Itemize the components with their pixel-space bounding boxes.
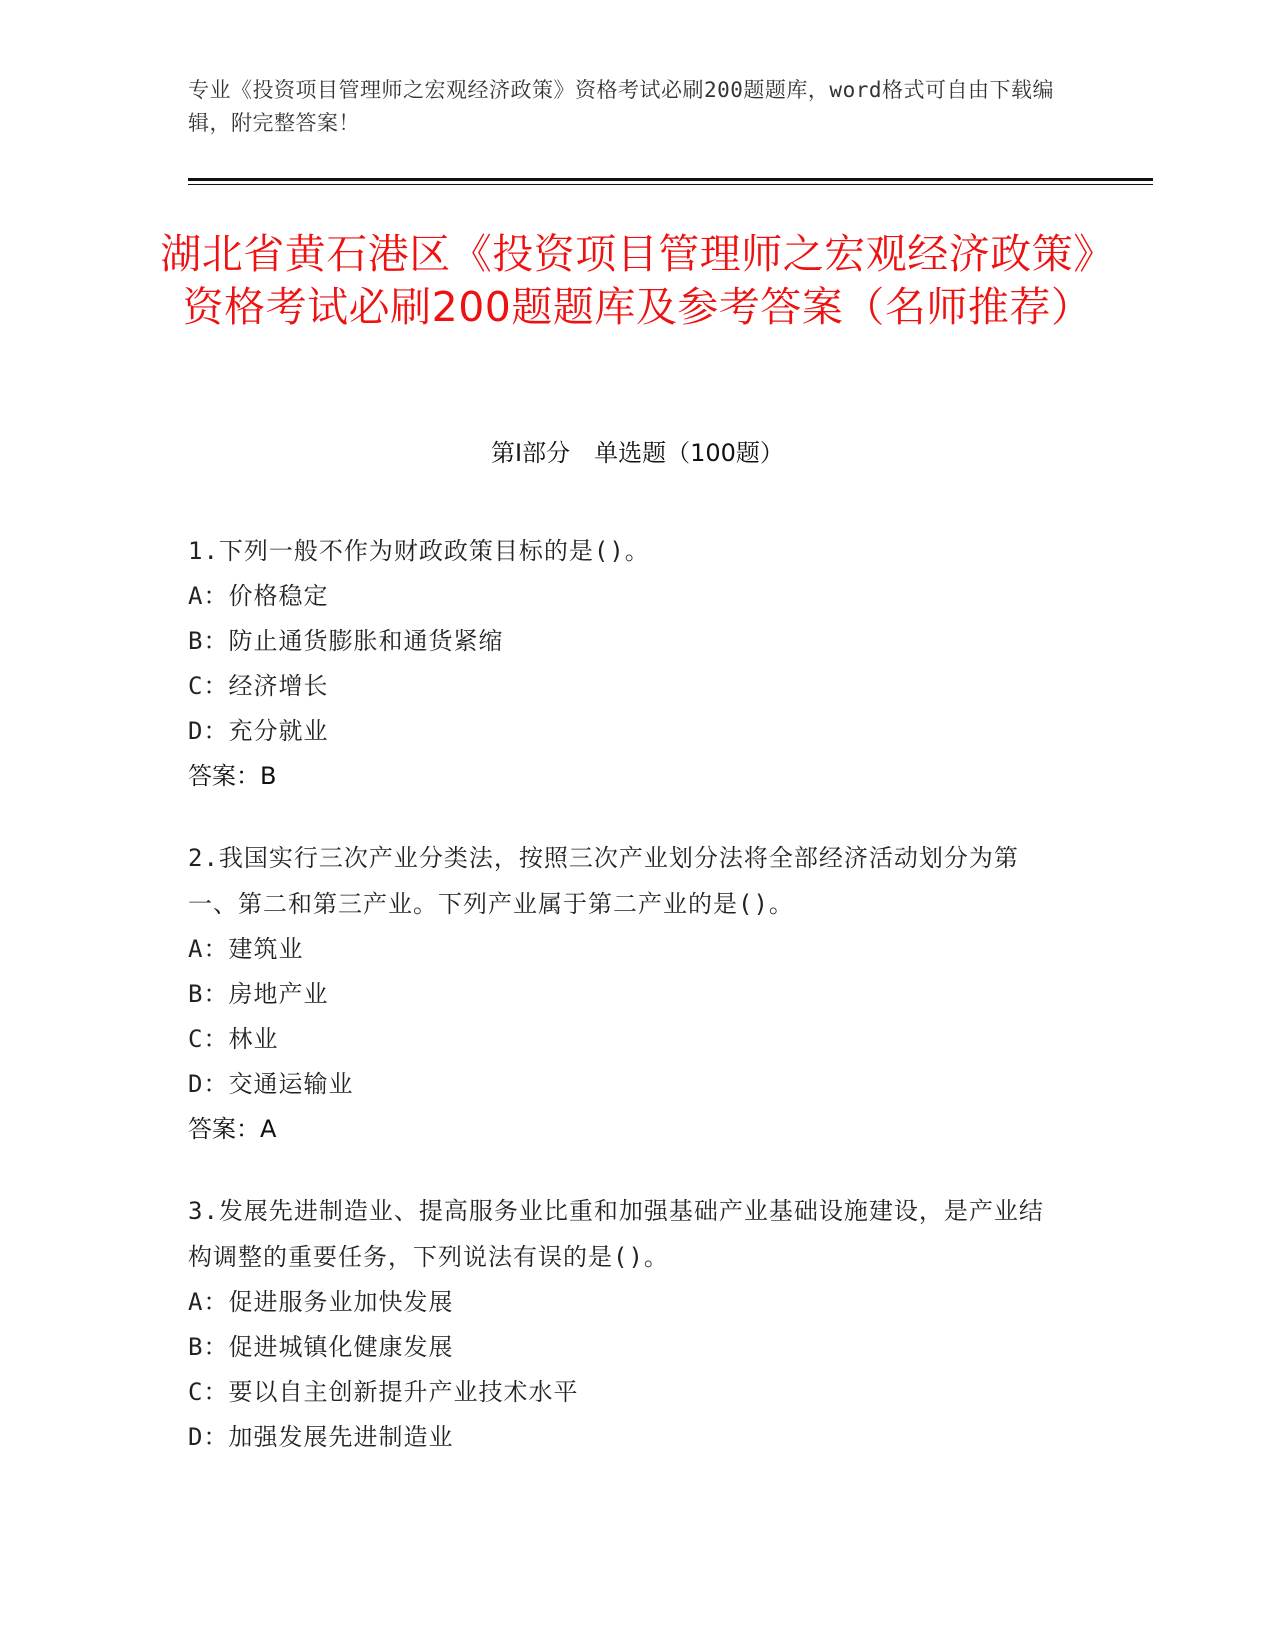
question-2 — [188, 835, 1068, 1152]
question-stem: 3.发展先进制造业、提高服务业比重和加强基础产业基础设施建设，是产业结构调整的重要任务，下列说法有误的是()。 — [188, 1197, 1044, 1271]
question-stem: 2.我国实行三次产业分类法，按照三次产业划分法将全部经济活动划分为第一、第二和第三产业。下列产业属于第二产业的是()。 — [188, 844, 1019, 918]
question-3 — [188, 1188, 1068, 1460]
option-b: B：促进城镇化健康发展 — [188, 1333, 454, 1361]
option-a: A：价格稳定 — [188, 582, 329, 610]
answer: 答案：A — [188, 1115, 277, 1143]
option-c: C：要以自主创新提升产业技术水平 — [188, 1378, 579, 1406]
option-a: A：促进服务业加快发展 — [188, 1288, 454, 1316]
question-1 — [188, 528, 1068, 799]
option-a: A：建筑业 — [188, 935, 304, 963]
option-b: B：防止通货膨胀和通货紧缩 — [188, 627, 504, 655]
option-d: D：加强发展先进制造业 — [188, 1423, 454, 1451]
option-c: C：林业 — [188, 1025, 279, 1053]
answer: 答案：B — [188, 762, 277, 790]
section-title: 第Ⅰ部分 单选题（100题） — [491, 439, 784, 467]
option-d: D：交通运输业 — [188, 1070, 354, 1098]
header-note: 专业《投资项目管理师之宏观经济政策》资格考试必刷200题题库，word格式可自由下载编辑，附完整答案！ — [188, 78, 1054, 135]
document-title: 湖北省黄石港区《投资项目管理师之宏观经济政策》资格考试必刷200题题库及参考答案（名师推荐） — [160, 230, 1115, 331]
question-list — [188, 528, 1068, 1460]
option-c: C：经济增长 — [188, 672, 329, 700]
option-b: B：房地产业 — [188, 980, 329, 1008]
option-d: D：充分就业 — [188, 717, 329, 745]
question-stem: 1.下列一般不作为财政政策目标的是()。 — [188, 537, 650, 565]
header-rule-thin — [188, 184, 1153, 185]
header-rule-thick — [188, 178, 1153, 181]
